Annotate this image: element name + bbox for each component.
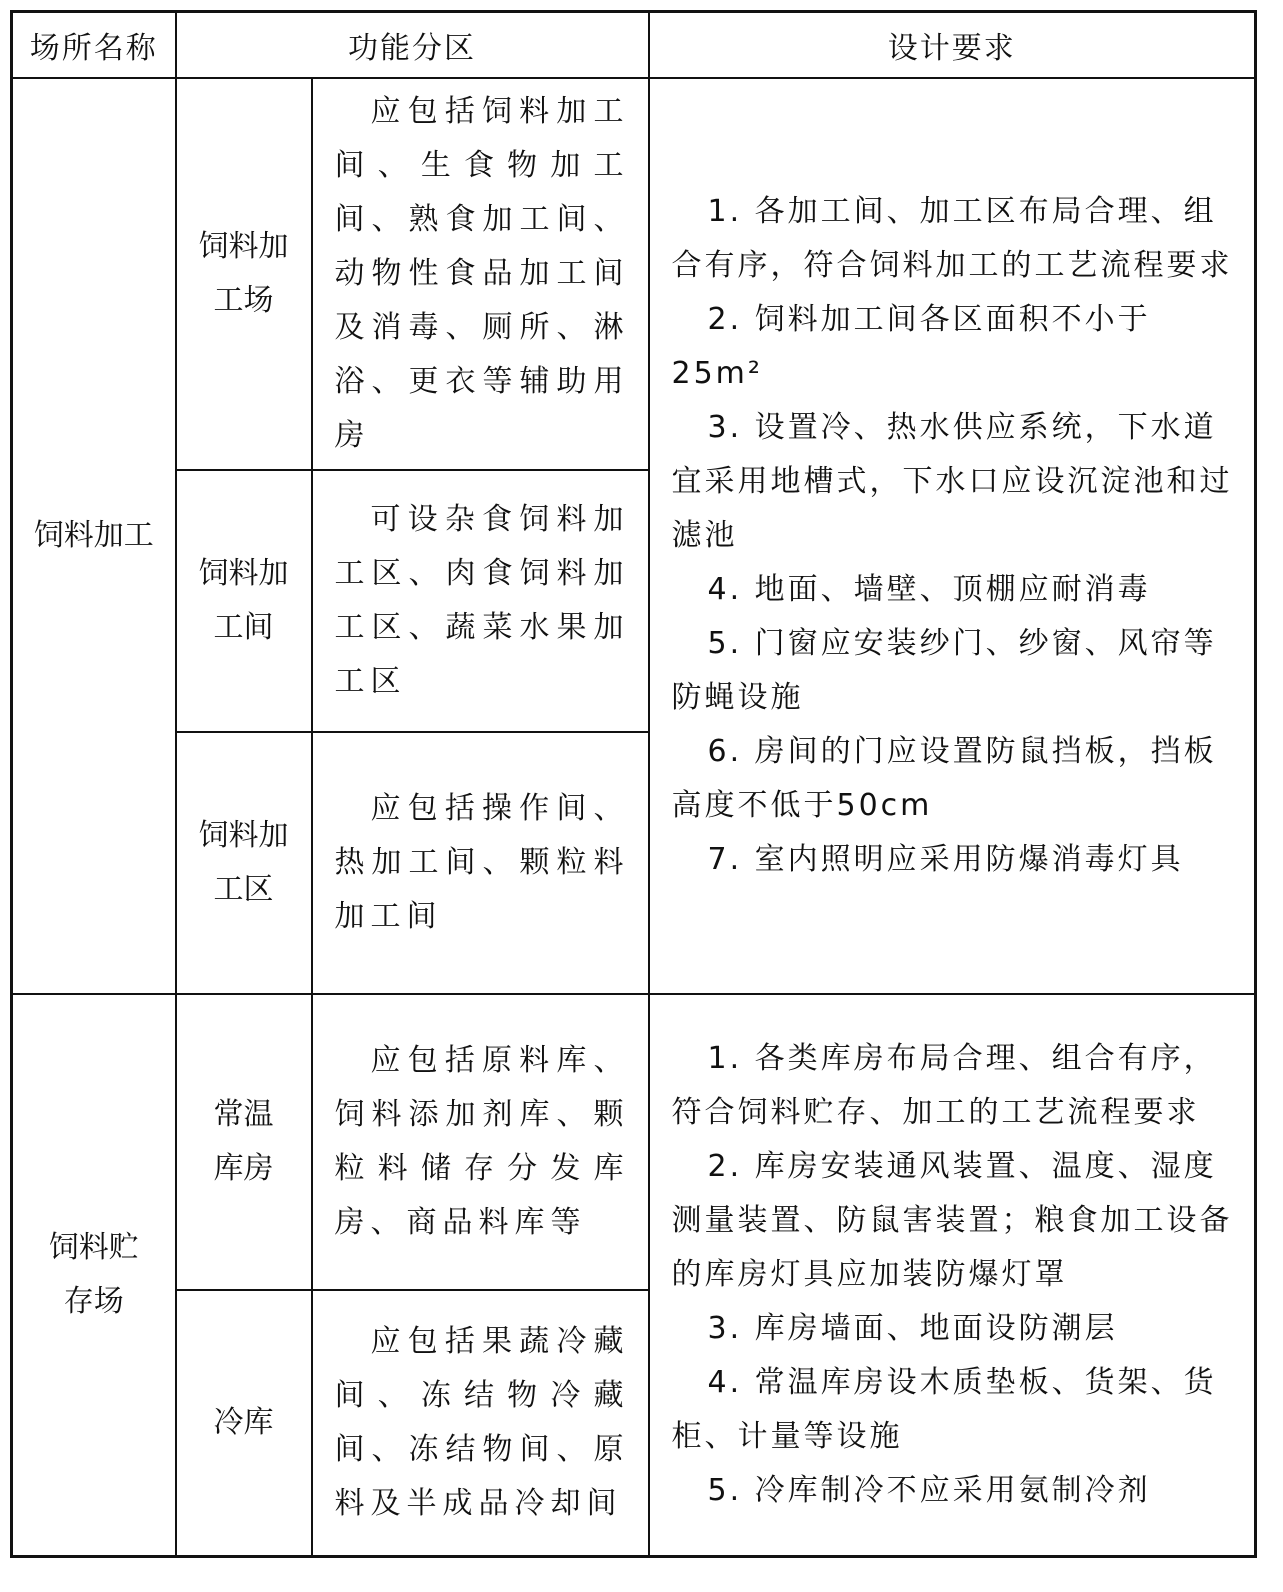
zone-description: 应包括操作间、热加工间、颗粒料加工间 xyxy=(334,791,630,934)
venue-cell: 饲料加工 xyxy=(12,78,176,994)
zone-name-cell xyxy=(176,1290,312,1556)
requirement-item: 6. 房间的门应设置防鼠挡板，挡板高度不低于50cm xyxy=(671,734,1217,823)
zone-name: 饲料加工间 xyxy=(198,556,289,645)
zone-description-cell xyxy=(312,1290,649,1556)
requirement-item: 4. 常温库房设木质垫板、货架、货柜、计量等设施 xyxy=(671,1364,1217,1454)
zone-name-cell xyxy=(176,470,312,732)
requirement-item: 5. 冷库制冷不应采用氨制冷剂 xyxy=(707,1472,1151,1508)
requirement-item: 3. 设置冷、热水供应系统，下水道宜采用地槽式，下水口应设沉淀池和过滤池 xyxy=(671,410,1233,553)
requirement-item: 3. 库房墙面、地面设防潮层 xyxy=(707,1310,1118,1346)
header-zone: 功能分区 xyxy=(176,12,649,79)
zone-description-cell xyxy=(312,994,649,1290)
zone-name-cell xyxy=(176,78,312,470)
zone-description-cell xyxy=(312,732,649,994)
requirements-cell xyxy=(649,994,1256,1556)
header-requirements: 设计要求 xyxy=(649,12,1256,79)
zone-name: 饲料加工场 xyxy=(198,229,289,318)
zone-description: 应包括饲料加工间、生食物加工间、熟食加工间、动物性食品加工间及消毒、厕所、淋浴、更衣等辅助用房 xyxy=(334,94,630,453)
zone-description: 应包括原料库、饲料添加剂库、颗粒料储存分发库房、商品料库等 xyxy=(334,1043,630,1240)
zone-name-cell xyxy=(176,732,312,994)
zone-name: 饲料加工区 xyxy=(198,818,289,907)
design-requirements-table xyxy=(10,10,1257,1558)
zone-description-cell xyxy=(312,470,649,732)
requirement-item: 2. 库房安装通风装置、温度、湿度测量装置、防鼠害装置；粮食加工设备的库房灯具应加装防爆灯罩 xyxy=(671,1148,1233,1292)
requirement-item: 1. 各类库房布局合理、组合有序，符合饲料贮存、加工的工艺流程要求 xyxy=(671,1040,1217,1130)
requirement-item: 4. 地面、墙壁、顶棚应耐消毒 xyxy=(707,572,1151,607)
zone-name: 冷库 xyxy=(213,1404,274,1440)
zone-name-cell xyxy=(176,994,312,1290)
venue-cell xyxy=(12,994,176,1556)
requirement-item: 1. 各加工间、加工区布局合理、组合有序，符合饲料加工的工艺流程要求 xyxy=(671,194,1233,283)
header-row xyxy=(12,12,1256,79)
zone-description-cell xyxy=(312,78,649,470)
table-row xyxy=(12,78,1256,470)
venue-name: 饲料贮存场 xyxy=(48,1229,139,1319)
zone-name: 常温库房 xyxy=(213,1097,274,1186)
requirement-item: 7. 室内照明应采用防爆消毒灯具 xyxy=(707,842,1184,877)
table-row xyxy=(12,994,1256,1290)
requirement-item: 5. 门窗应安装纱门、纱窗、风帘等防蝇设施 xyxy=(671,626,1217,715)
zone-description: 应包括果蔬冷藏间、冻结物冷藏间、冻结物间、原料及半成品冷却间 xyxy=(334,1323,630,1521)
zone-description: 可设杂食饲料加工区、肉食饲料加工区、蔬菜水果加工区 xyxy=(334,502,630,699)
header-venue: 场所名称 xyxy=(12,12,176,79)
requirements-cell xyxy=(649,78,1256,994)
requirement-item: 2. 饲料加工间各区面积不小于25m² xyxy=(671,302,1151,391)
